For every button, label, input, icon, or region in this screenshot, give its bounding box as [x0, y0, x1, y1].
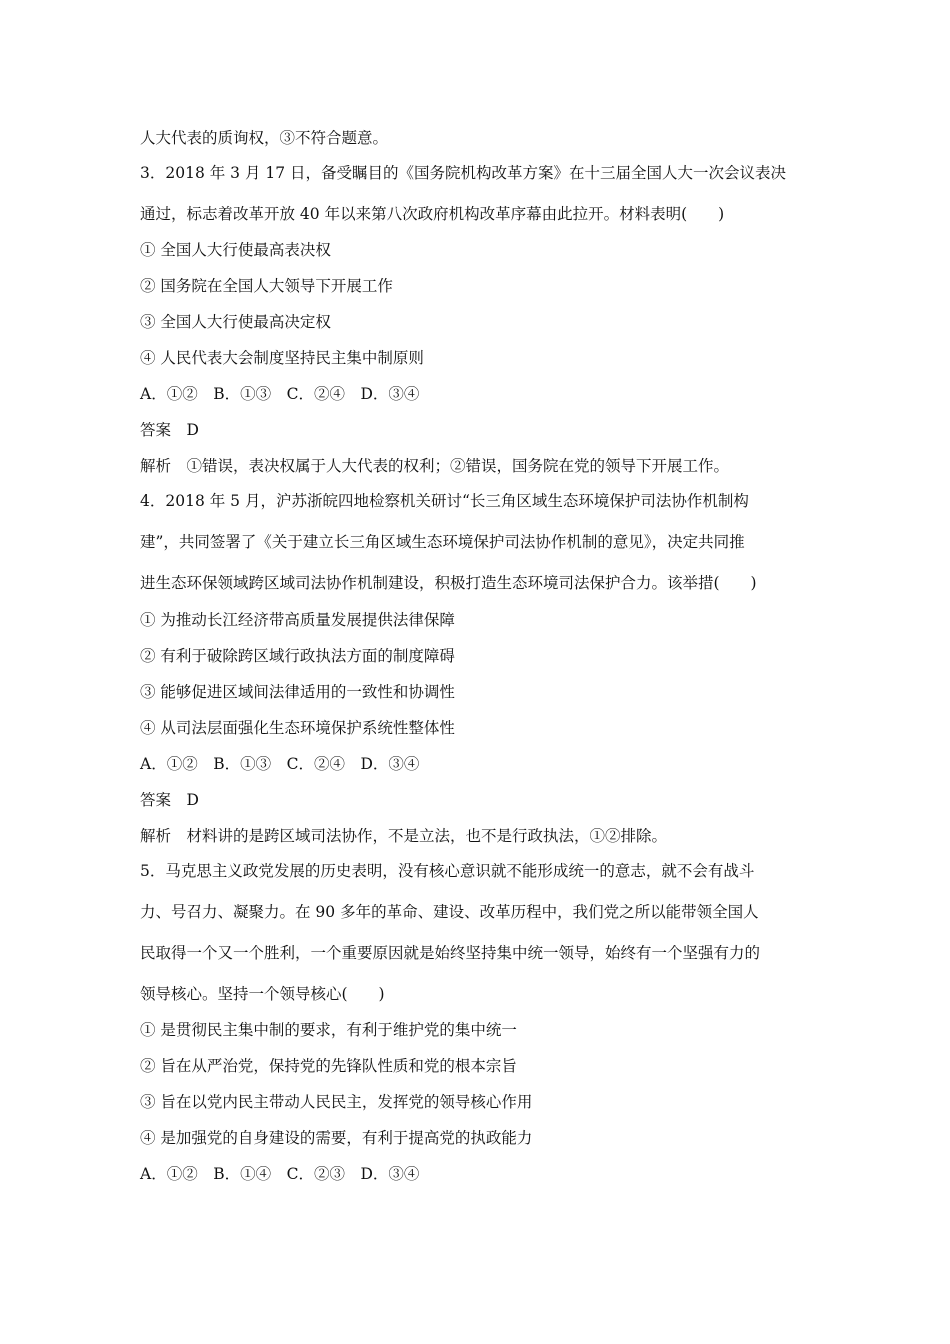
- option-item: ④ 人民代表大会制度坚持民主集中制原则: [140, 349, 424, 367]
- option-item: ① 为推动长江经济带高质量发展提供法律保障: [140, 611, 455, 629]
- question-5-stem: 民取得一个又一个胜利，一个重要原因就是始终坚持集中统一领导，始终有一个坚强有力的: [140, 944, 761, 962]
- answer-line: 答案 D: [140, 791, 199, 809]
- option-item: ① 全国人大行使最高表决权: [140, 241, 331, 259]
- option-item: ② 有利于破除跨区域行政执法方面的制度障碍: [140, 647, 455, 665]
- question-4-stem: 4．2018 年 5 月，沪苏浙皖四地检察机关研讨“长三角区域生态环境保护司法协作机制构: [140, 492, 749, 510]
- question-3-stem: 3．2018 年 3 月 17 日，备受瞩目的《国务院机构改革方案》在十三届全国人大一次会议表决: [140, 164, 787, 182]
- option-item: ② 旨在从严治党，保持党的先锋队性质和党的根本宗旨: [140, 1057, 517, 1075]
- option-item: ③ 能够促进区域间法律适用的一致性和协调性: [140, 683, 455, 701]
- question-3-stem: 通过，标志着改革开放 40 年以来第八次政府机构改革序幕由此拉开。材料表明( ): [140, 205, 725, 223]
- question-5-stem: 领导核心。坚持一个领导核心( ): [140, 985, 385, 1003]
- question-5-stem: 5．马克思主义政党发展的历史表明，没有核心意识就不能形成统一的意志，就不会有战斗: [140, 862, 755, 880]
- question-4-stem: 进生态环保领域跨区域司法协作机制建设，积极打造生态环境司法保护合力。该举措( ): [140, 574, 757, 592]
- answer-choices: A．①② B．①④ C．②③ D．③④: [140, 1165, 420, 1183]
- option-item: ② 国务院在全国人大领导下开展工作: [140, 277, 393, 295]
- question-5-stem: 力、号召力、凝聚力。在 90 多年的革命、建设、改革历程中，我们党之所以能带领全国人: [140, 903, 759, 921]
- option-item: ④ 从司法层面强化生态环境保护系统性整体性: [140, 719, 455, 737]
- option-item: ③ 全国人大行使最高决定权: [140, 313, 331, 331]
- option-item: ① 是贯彻民主集中制的要求，有利于维护党的集中统一: [140, 1021, 517, 1039]
- option-item: ③ 旨在以党内民主带动人民民主，发挥党的领导核心作用: [140, 1093, 533, 1111]
- text-line: 人大代表的质询权，③不符合题意。: [140, 129, 389, 147]
- answer-line: 答案 D: [140, 421, 199, 439]
- answer-choices: A．①② B．①③ C．②④ D．③④: [140, 385, 420, 403]
- question-4-stem: 建”，共同签署了《关于建立长三角区域生态环境保护司法协作机制的意见》，决定共同推: [140, 533, 745, 551]
- answer-choices: A．①② B．①③ C．②④ D．③④: [140, 755, 420, 773]
- analysis-line: 解析 材料讲的是跨区域司法协作，不是立法，也不是行政执法，①②排除。: [140, 827, 668, 845]
- analysis-line: 解析 ①错误，表决权属于人大代表的权利；②错误，国务院在党的领导下开展工作。: [140, 457, 730, 475]
- option-item: ④ 是加强党的自身建设的需要，有利于提高党的执政能力: [140, 1129, 533, 1147]
